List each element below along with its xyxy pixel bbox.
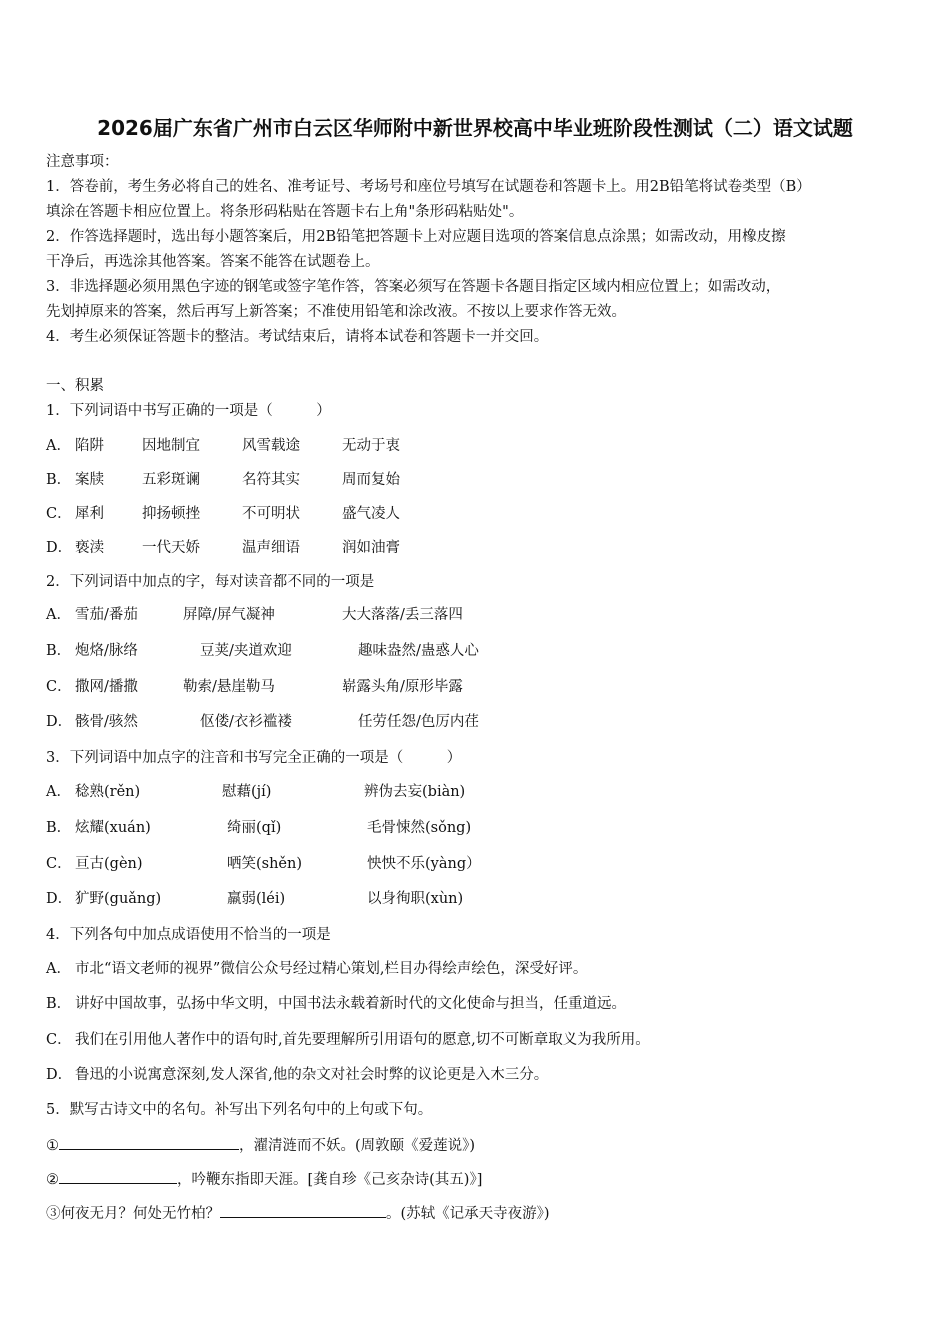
item-suffix: 。(苏轼《记承天寺夜游》) [386, 1206, 550, 1222]
option-text: 讲好中国故事，弘扬中华文明，中国书法永载着新时代的文化使命与担当，任重道远。 [75, 996, 626, 1012]
option-word: 炫耀(xuán) [75, 820, 151, 836]
option-word: 抑扬顿挫 [142, 506, 200, 522]
option-label: C． [46, 506, 72, 522]
option-word: 一代天娇 [142, 540, 200, 556]
answer-blank[interactable] [59, 1168, 177, 1184]
option-label: C． [46, 1032, 72, 1048]
option-label: B． [46, 472, 72, 488]
option-word: 名符其实 [242, 472, 300, 488]
option-word: 陷阱 [75, 438, 104, 454]
option-word: 以身徇职(xùn) [367, 891, 464, 907]
notice-line: 2．作答选择题时，选出每小题答案后，用2B铅笔把答题卡上对应题目选项的答案信息点涂黑；如需改动，用橡皮擦 [46, 229, 786, 245]
option-word: 趣味盎然/蛊惑人心 [358, 643, 479, 659]
item-suffix: ，濯清涟而不妖。(周敦颐《爱莲说》) [239, 1138, 476, 1154]
option-word: 亵渎 [75, 540, 104, 556]
option-word: 周而复始 [342, 472, 400, 488]
item-suffix: ，吟鞭东指即天涯。[龚自珍《己亥杂诗(其五)》] [177, 1172, 483, 1188]
option-word: 因地制宜 [142, 438, 200, 454]
option-label: D． [46, 714, 73, 730]
option-word: 案牍 [75, 472, 104, 488]
fill-in-item [46, 1202, 550, 1224]
option-label: B． [46, 643, 72, 659]
option-word: 温声细语 [242, 540, 300, 556]
option-word: 辨伪去妄(biàn) [364, 784, 466, 800]
question-1-stem: 1．下列词语中书写正确的一项是（ ） [46, 403, 331, 419]
option-word: 毛骨悚然(sǒng) [367, 820, 472, 836]
option-label: C． [46, 679, 72, 695]
page-title: 2026届广东省广州市白云区华师附中新世界校高中毕业班阶段性测试（二）语文试题 [97, 116, 853, 140]
option-word: 屏障/屏气凝神 [183, 607, 275, 623]
fill-in-item [46, 1168, 482, 1190]
option-label: B． [46, 820, 72, 836]
section-heading: 一、积累 [46, 378, 104, 394]
option-label: A． [46, 961, 71, 977]
option-label: C． [46, 856, 72, 872]
notice-line: 填涂在答题卡相应位置上。将条形码粘贴在答题卡右上角"条形码粘贴处"。 [46, 204, 524, 220]
option-text: 市北“语文老师的视界”微信公众号经过精心策划,栏目办得绘声绘色，深受好评。 [75, 961, 588, 977]
option-word: 盛气凌人 [342, 506, 400, 522]
option-text: 我们在引用他人著作中的语句时,首先要理解所引用语句的愿意,切不可断章取义为我所用。 [75, 1032, 650, 1048]
option-word: 撒网/播撒 [75, 679, 138, 695]
option-word: 亘古(gèn) [75, 856, 143, 872]
answer-blank[interactable] [220, 1202, 386, 1218]
option-label: D． [46, 540, 73, 556]
option-label: A． [46, 784, 71, 800]
fill-in-item [46, 1134, 475, 1156]
option-word: 慰藉(jí) [222, 784, 272, 800]
option-word: 怏怏不乐(yàng） [367, 856, 481, 872]
option-label: B． [46, 996, 72, 1012]
option-text: 鲁迅的小说寓意深刻,发人深省,他的杂文对社会时弊的议论更是入木三分。 [75, 1067, 549, 1083]
option-word: 羸弱(léi) [227, 891, 286, 907]
option-word: 不可明状 [242, 506, 300, 522]
option-word: 无动于衷 [342, 438, 400, 454]
option-word: 炮烙/脉络 [75, 643, 138, 659]
item-prefix: ③何夜无月？何处无竹柏？ [46, 1206, 220, 1222]
notice-line: 3．非选择题必须用黑色字迹的钢笔或签字笔作答，答案必须写在答题卡各题目指定区域内相应位置上；如需改动， [46, 279, 781, 295]
item-prefix: ① [46, 1138, 59, 1154]
option-word: 任劳任怨/色厉内荏 [358, 714, 479, 730]
question-4-stem: 4．下列各句中加点成语使用不恰当的一项是 [46, 927, 331, 943]
option-word: 雪茄/番茄 [75, 607, 138, 623]
option-word: 犀利 [75, 506, 104, 522]
notice-heading: 注意事项： [46, 154, 119, 170]
notice-line: 1．答卷前，考生务必将自己的姓名、准考证号、考场号和座位号填写在试题卷和答题卡上。用2B铅笔将试卷类型（B） [46, 179, 811, 195]
option-label: A． [46, 607, 71, 623]
option-word: 绮丽(qǐ) [227, 820, 282, 836]
option-word: 勒索/悬崖勒马 [183, 679, 275, 695]
option-label: D． [46, 1067, 73, 1083]
option-word: 润如油膏 [342, 540, 400, 556]
option-word: 哂笑(shěn) [227, 856, 303, 872]
answer-blank[interactable] [59, 1134, 239, 1150]
option-word: 骸骨/骇然 [75, 714, 138, 730]
item-prefix: ② [46, 1172, 59, 1188]
option-word: 风雪载途 [242, 438, 300, 454]
option-word: 崭露头角/原形毕露 [342, 679, 463, 695]
notice-line: 先划掉原来的答案，然后再写上新答案；不准使用铅笔和涂改液。不按以上要求作答无效。 [46, 304, 626, 320]
option-label: D． [46, 891, 73, 907]
option-word: 豆荚/夹道欢迎 [200, 643, 292, 659]
notice-line: 4．考生必须保证答题卡的整洁。考试结束后，请将本试卷和答题卡一并交回。 [46, 329, 549, 345]
option-word: 犷野(guǎng) [75, 891, 162, 907]
option-word: 大大落落/丢三落四 [342, 607, 463, 623]
notice-line: 干净后，再选涂其他答案。答案不能答在试题卷上。 [46, 254, 380, 270]
question-2-stem: 2．下列词语中加点的字，每对读音都不同的一项是 [46, 574, 375, 590]
option-word: 伛偻/衣衫褴褛 [200, 714, 292, 730]
question-5-stem: 5．默写古诗文中的名句。补写出下列名句中的上句或下句。 [46, 1102, 433, 1118]
option-label: A． [46, 438, 71, 454]
question-3-stem: 3．下列词语中加点字的注音和书写完全正确的一项是（ ） [46, 750, 462, 766]
option-word: 五彩斑谰 [142, 472, 200, 488]
option-word: 稔熟(rěn) [75, 784, 141, 800]
